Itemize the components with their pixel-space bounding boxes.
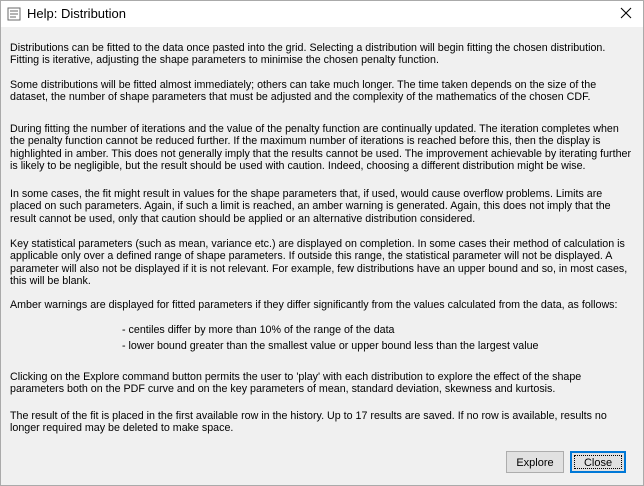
- text-line: result cannot be used, only that caution should be applied or an alternative distribution considered.: [10, 212, 476, 225]
- paragraph-history: [10, 410, 607, 435]
- text-line: During fitting the number of iterations and the value of the penalty function are continually updated. The iteration completes when: [10, 123, 619, 135]
- text-line: parameters both on the PDF curve and on the key parameters of mean, standard deviation, skewness and kurtosis.: [10, 383, 556, 396]
- bullet-centiles: - centiles differ by more than 10% of the range of the data: [122, 324, 395, 336]
- close-button[interactable]: [570, 451, 626, 473]
- text-line: is likely to be negligible, but the result should be used with caution. Indeed, choosing a different distribution might be wise.: [10, 159, 586, 172]
- paragraph-explore: [10, 371, 581, 396]
- close-icon[interactable]: [617, 4, 635, 22]
- text-line: The result of the fit is placed in the first available row in the history. Up to 17 results are saved. If no row is available, results no: [10, 410, 607, 422]
- paragraph-iterations: [10, 123, 631, 172]
- title-bar[interactable]: [1, 1, 643, 27]
- text-line: parameter will also not be displayed if it is not relevant. For example, few distributions have an upper bound and so, in most cases,: [10, 262, 628, 275]
- text-line: the penalty function cannot be reduced further. If the maximum number of iterations is reached before this, then the display is: [10, 135, 601, 148]
- text-line: Fitting is iterative, adjusting the shape parameters to minimise the chosen penalty function.: [10, 54, 439, 67]
- text-line: highlighted in amber. This does not generally imply that the results cannot be used. The improvement achievable by iterating further: [10, 147, 632, 160]
- paragraph-fitting: [10, 42, 605, 67]
- explore-button[interactable]: Explore: [506, 451, 564, 473]
- text-line: this will be blank.: [10, 274, 91, 287]
- text-line: Clicking on the Explore command button permits the user to 'play' with each distribution to explore the effect of the shape: [10, 371, 582, 383]
- text-line: Some distributions will be fitted almost immediately; others can take much longer. The time taken depends on the size of the: [10, 79, 597, 91]
- paragraph-limits: [10, 188, 611, 225]
- text-line: Amber warnings are displayed for fitted parameters if they differ significantly from the values calculated from the data, as follows:: [10, 299, 618, 311]
- text-line: applicable only over a defined range of shape parameters. If outside this range, the statistical parameter will not be displayed. A: [10, 250, 613, 263]
- text-line: placed on such parameters. Again, if such a limit is reached, an amber warning is generated. Again, this does not imply that the: [10, 200, 611, 213]
- text-line: longer required may be deleted to make space.: [10, 422, 234, 435]
- bullet-bounds: - lower bound greater than the smallest value or upper bound less than the largest value: [122, 340, 539, 352]
- paragraph-timing: [10, 79, 596, 104]
- help-app-icon: [7, 7, 21, 21]
- paragraph-amber-warnings: [10, 299, 618, 311]
- window-title: Help: Distribution: [27, 6, 126, 21]
- text-line: dataset, the number of shape parameters that must be adjusted and the complexity of the mathematics of the chosen CDF.: [10, 91, 591, 104]
- text-line: Key statistical parameters (such as mean, variance etc.) are displayed on completion. In some cases their method of calculation is: [10, 238, 625, 250]
- text-line: In some cases, the fit might result in values for the shape parameters that, if used, would cause overflow problems. Limits are: [10, 188, 603, 200]
- paragraph-statistics: [10, 238, 627, 287]
- focus-rectangle: [574, 455, 622, 469]
- close-button-label: Close: [583, 457, 613, 469]
- text-line: Distributions can be fitted to the data once pasted into the grid. Selecting a distribution will begin fitting the chosen distribution.: [10, 42, 606, 54]
